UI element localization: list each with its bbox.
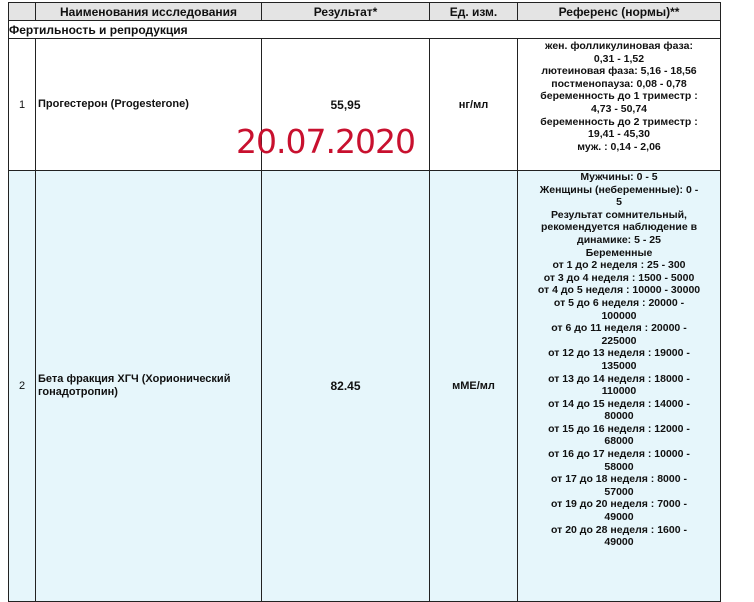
header-num <box>9 3 36 21</box>
reference-line: 110000 <box>601 385 637 398</box>
header-unit: Ед. изм. <box>430 3 518 21</box>
table-header-row <box>9 3 721 21</box>
reference-line: муж. : 0,14 - 2,06 <box>577 140 661 153</box>
test-name-line: Бета фракция ХГЧ (Хорионический <box>38 373 231 385</box>
handwritten-date-stamp: 20.07.2020 <box>236 122 415 161</box>
reference-line: от 16 до 17 неделя : 10000 - <box>548 448 690 461</box>
reference-line: от 19 до 20 неделя : 7000 - <box>551 498 687 511</box>
header-reference: Референс (нормы)** <box>518 3 721 21</box>
reference-line: рекомендуется наблюдение в <box>540 221 698 234</box>
reference-range <box>518 39 721 171</box>
reference-line: 49000 <box>604 536 634 549</box>
reference-line: 19,41 - 45,30 <box>588 128 650 141</box>
reference-line: от 12 до 13 неделя : 19000 - <box>548 347 690 360</box>
header-name: Наименования исследования <box>36 3 262 21</box>
right-margin <box>731 0 754 600</box>
reference-line: от 17 до 18 неделя : 8000 - <box>551 473 687 486</box>
reference-line: от 13 до 14 неделя : 18000 - <box>548 372 690 385</box>
reference-line: 58000 <box>604 460 634 473</box>
test-unit: нг/мл <box>430 39 518 171</box>
test-result: 55,95 <box>262 39 430 171</box>
reference-line: 225000 <box>601 334 637 347</box>
reference-line: беременность до 1 триместр : <box>540 90 698 103</box>
row-number: 2 <box>9 171 36 602</box>
reference-line: 4,73 - 50,74 <box>590 102 648 115</box>
lab-results-table <box>8 2 721 602</box>
reference-line: 0,31 - 1,52 <box>593 52 645 65</box>
reference-line: лютеиновая фаза: 5,16 - 18,56 <box>541 65 697 78</box>
reference-line: 49000 <box>604 511 634 524</box>
reference-range <box>518 171 721 602</box>
reference-line: от 6 до 11 неделя : 20000 - <box>551 322 687 335</box>
test-name: Прогестерон (Progesterone) <box>36 39 262 171</box>
test-name <box>36 171 262 602</box>
reference-line: Беременные <box>585 246 653 259</box>
reference-line: беременность до 2 триместр : <box>540 115 698 128</box>
reference-line: от 14 до 15 неделя : 14000 - <box>548 397 690 410</box>
reference-line: жен. фолликулиновая фаза: <box>545 40 693 52</box>
reference-line: Женщины (небеременные): 0 - <box>539 183 699 196</box>
table-row <box>9 171 721 602</box>
reference-line: 100000 <box>601 309 637 322</box>
header-result: Результат* <box>262 3 430 21</box>
reference-line: Результат сомнительный, <box>551 208 687 221</box>
test-result: 82.45 <box>262 171 430 602</box>
test-name-line: гонадотропин) <box>38 386 118 398</box>
reference-line: от 5 до 6 неделя : 20000 - <box>553 296 685 309</box>
reference-line: динамике: 5 - 25 <box>577 233 661 246</box>
reference-line: от 3 до 4 неделя : 1500 - 5000 <box>543 271 695 284</box>
reference-line: 80000 <box>604 410 634 423</box>
reference-line: 135000 <box>601 359 637 372</box>
reference-line: от 1 до 2 неделя : 25 - 300 <box>552 259 686 272</box>
reference-line: 57000 <box>604 485 634 498</box>
reference-line: от 20 до 28 неделя : 1600 - <box>551 523 687 536</box>
reference-line: 5 <box>616 196 622 209</box>
row-number: 1 <box>9 39 36 171</box>
section-title: Фертильность и репродукция <box>9 21 721 39</box>
test-unit: мМЕ/мл <box>430 171 518 602</box>
reference-line: от 4 до 5 неделя : 10000 - 30000 <box>537 284 701 297</box>
reference-line: 68000 <box>604 435 634 448</box>
section-row <box>9 21 721 39</box>
reference-line: постменопауза: 0,08 - 0,78 <box>551 77 687 90</box>
reference-line: Мужчины: 0 - 5 <box>580 171 658 183</box>
reference-line: от 15 до 16 неделя : 12000 - <box>548 422 690 435</box>
